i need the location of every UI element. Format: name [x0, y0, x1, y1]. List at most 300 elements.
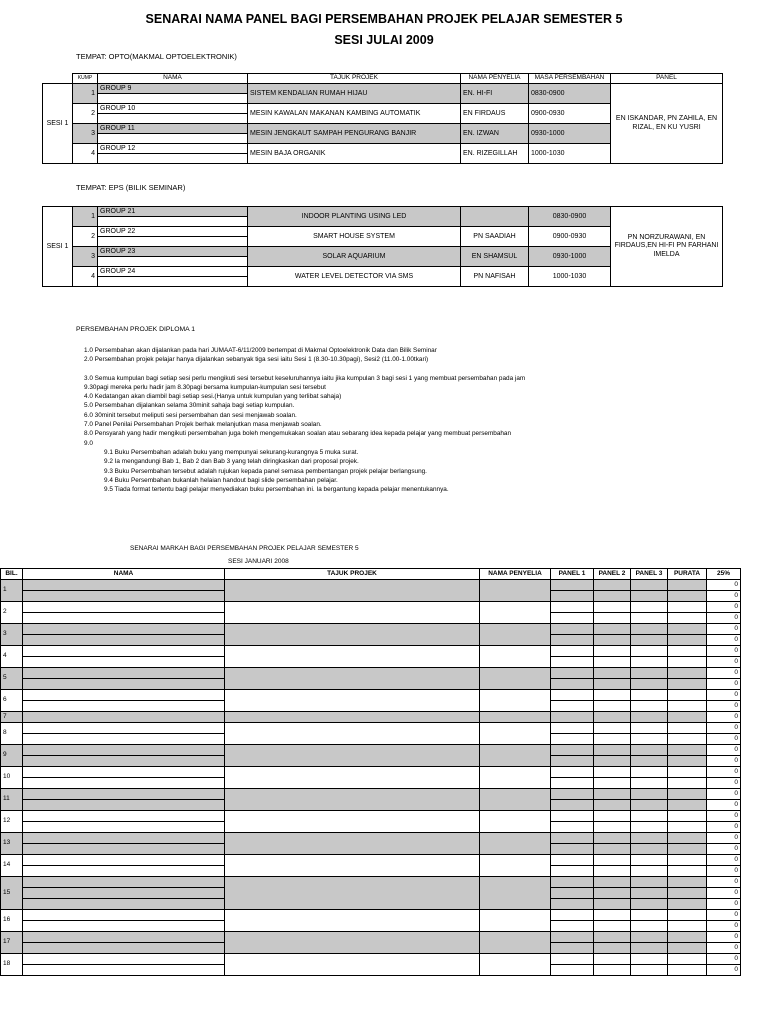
supervisor-cell[interactable]: [480, 723, 551, 745]
panel2-cell[interactable]: [594, 701, 631, 712]
note-item: 9.30pagi mereka perlu hadir jam 8.30pagi bersama kumpulan-kumpulan sesi tersebut: [84, 383, 326, 391]
panel2-cell[interactable]: [594, 877, 631, 888]
panel3-cell[interactable]: [631, 833, 668, 844]
panel2-cell[interactable]: [594, 910, 631, 921]
project-title-cell[interactable]: [225, 580, 480, 602]
panel2-cell[interactable]: [594, 745, 631, 756]
supervisor-cell[interactable]: [480, 646, 551, 668]
note-item: 9.0: [84, 439, 93, 447]
supervisor-cell[interactable]: [480, 877, 551, 910]
score-25pct-cell: 0: [707, 679, 741, 690]
student-name-cell[interactable]: [23, 580, 225, 591]
panel3-cell[interactable]: [631, 965, 668, 976]
supervisor-cell[interactable]: [480, 602, 551, 624]
marks-row-number: 3: [1, 624, 23, 646]
supervisor-cell[interactable]: [480, 932, 551, 954]
marks-col-header: NAMA PENYELIA: [480, 569, 551, 580]
project-title-cell[interactable]: [225, 723, 480, 745]
panel1-cell[interactable]: [551, 877, 594, 888]
panel1-cell[interactable]: [551, 712, 594, 723]
project-title-cell[interactable]: [225, 910, 480, 932]
panel1-cell[interactable]: [551, 965, 594, 976]
panel2-cell[interactable]: [594, 888, 631, 899]
average-cell[interactable]: [668, 591, 707, 602]
project-title-cell[interactable]: [225, 954, 480, 976]
panel2-cell[interactable]: [594, 789, 631, 800]
student-name-cell[interactable]: [23, 899, 225, 910]
panel2-cell[interactable]: [594, 690, 631, 701]
average-cell[interactable]: [668, 602, 707, 613]
supervisor-name: PN NAFISAH: [461, 267, 529, 287]
panel3-cell[interactable]: [631, 888, 668, 899]
panel3-cell[interactable]: [631, 932, 668, 943]
group-blank-cell: [98, 94, 248, 104]
panel3-cell[interactable]: [631, 712, 668, 723]
panel3-cell[interactable]: [631, 778, 668, 789]
panel1-cell[interactable]: [551, 602, 594, 613]
row-number: 3: [73, 124, 98, 144]
average-cell[interactable]: [668, 756, 707, 767]
project-title-cell[interactable]: [225, 624, 480, 646]
panel1-cell[interactable]: [551, 899, 594, 910]
section2-table: [42, 206, 723, 287]
score-25pct-cell: 0: [707, 866, 741, 877]
supervisor-cell[interactable]: [480, 833, 551, 855]
score-25pct-cell: 0: [707, 613, 741, 624]
panel1-cell[interactable]: [551, 833, 594, 844]
panel1-cell[interactable]: [551, 932, 594, 943]
student-name-cell[interactable]: [23, 789, 225, 800]
panel1-cell[interactable]: [551, 943, 594, 954]
panel2-cell[interactable]: [594, 899, 631, 910]
score-25pct-cell: 0: [707, 921, 741, 932]
student-name-cell[interactable]: [23, 745, 225, 756]
supervisor-cell[interactable]: [480, 855, 551, 877]
panel3-cell[interactable]: [631, 723, 668, 734]
average-cell[interactable]: [668, 811, 707, 822]
average-cell[interactable]: [668, 789, 707, 800]
panel3-cell[interactable]: [631, 635, 668, 646]
panel2-cell[interactable]: [594, 800, 631, 811]
panel2-cell[interactable]: [594, 833, 631, 844]
score-25pct-cell: 0: [707, 888, 741, 899]
panel3-cell[interactable]: [631, 822, 668, 833]
note-item: 3.0 Semua kumpulan bagi setiap sesi perlu mengikuti sesi tersebut keseluruhannya iaitu jika kumpulan 3 bagi sesi 1 yang membuat persembahan pada jam: [84, 374, 526, 382]
score-25pct-cell: 0: [707, 767, 741, 778]
project-title-cell[interactable]: [225, 602, 480, 624]
student-name-cell[interactable]: [23, 602, 225, 613]
notes-list: [84, 346, 754, 494]
student-name-cell[interactable]: [23, 635, 225, 646]
panel2-cell[interactable]: [594, 723, 631, 734]
marks-row-number: 1: [1, 580, 23, 602]
panel2-cell[interactable]: [594, 921, 631, 932]
panel1-cell[interactable]: [551, 756, 594, 767]
average-cell[interactable]: [668, 767, 707, 778]
student-name-cell[interactable]: [23, 822, 225, 833]
supervisor-name: EN SHAMSUL: [461, 247, 529, 267]
average-cell[interactable]: [668, 657, 707, 668]
student-name-cell[interactable]: [23, 855, 225, 866]
panel1-cell[interactable]: [551, 613, 594, 624]
group-name: GROUP 11: [98, 124, 248, 134]
student-name-cell[interactable]: [23, 844, 225, 855]
panel3-cell[interactable]: [631, 844, 668, 855]
panel3-cell[interactable]: [631, 734, 668, 745]
supervisor-name: PN SAADIAH: [461, 227, 529, 247]
panel1-cell[interactable]: [551, 624, 594, 635]
score-25pct-cell: 0: [707, 602, 741, 613]
average-cell[interactable]: [668, 668, 707, 679]
panel1-cell[interactable]: [551, 657, 594, 668]
panel3-cell[interactable]: [631, 602, 668, 613]
average-cell[interactable]: [668, 833, 707, 844]
student-name-cell[interactable]: [23, 921, 225, 932]
panel3-cell[interactable]: [631, 646, 668, 657]
supervisor-name: EN. HI-FI: [461, 84, 529, 104]
supervisor-name: [461, 207, 529, 227]
panel3-cell[interactable]: [631, 800, 668, 811]
student-name-cell[interactable]: [23, 965, 225, 976]
panel3-cell[interactable]: [631, 657, 668, 668]
panel2-cell[interactable]: [594, 679, 631, 690]
project-title-cell[interactable]: [225, 646, 480, 668]
panel1-cell[interactable]: [551, 580, 594, 591]
project-title-cell[interactable]: [225, 932, 480, 954]
supervisor-cell[interactable]: [480, 789, 551, 811]
panel3-cell[interactable]: [631, 954, 668, 965]
student-name-cell[interactable]: [23, 734, 225, 745]
panel3-cell[interactable]: [631, 866, 668, 877]
panel3-cell[interactable]: [631, 679, 668, 690]
marks-col-header: PANEL 2: [594, 569, 631, 580]
score-25pct-cell: 0: [707, 635, 741, 646]
marks-row-number: 2: [1, 602, 23, 624]
panel1-cell[interactable]: [551, 591, 594, 602]
note-item: 6.0 30minit tersebut meliputi sesi persembahan dan sesi menjawab soalan.: [84, 411, 297, 419]
panel2-cell[interactable]: [594, 624, 631, 635]
student-name-cell[interactable]: [23, 723, 225, 734]
panel1-cell[interactable]: [551, 789, 594, 800]
student-name-cell[interactable]: [23, 811, 225, 822]
average-cell[interactable]: [668, 921, 707, 932]
supervisor-cell[interactable]: [480, 954, 551, 976]
page-subtitle: SESI JULAI 2009: [334, 33, 434, 47]
student-name-cell[interactable]: [23, 767, 225, 778]
project-title-cell[interactable]: [225, 877, 480, 910]
notes-heading: PERSEMBAHAN PROJEK DIPLOMA 1: [76, 326, 195, 333]
panel1-cell[interactable]: [551, 767, 594, 778]
marks-row-number: 10: [1, 767, 23, 789]
student-name-cell[interactable]: [23, 613, 225, 624]
student-name-cell[interactable]: [23, 954, 225, 965]
average-cell[interactable]: [668, 701, 707, 712]
panel2-cell[interactable]: [594, 756, 631, 767]
panel1-cell[interactable]: [551, 690, 594, 701]
score-25pct-cell: 0: [707, 899, 741, 910]
student-name-cell[interactable]: [23, 800, 225, 811]
supervisor-cell[interactable]: [480, 745, 551, 767]
average-cell[interactable]: [668, 800, 707, 811]
row-number: 4: [73, 267, 98, 287]
note-subitem: 9.1 Buku Persembahan adalah buku yang mempunyai sekurang-kurangnya 5 muka surat.: [104, 448, 359, 456]
score-25pct-cell: 0: [707, 624, 741, 635]
panel2-cell[interactable]: [594, 844, 631, 855]
presentation-time: 0900-0930: [529, 227, 611, 247]
panel2-cell[interactable]: [594, 822, 631, 833]
panel1-cell[interactable]: [551, 778, 594, 789]
student-name-cell[interactable]: [23, 668, 225, 679]
average-cell[interactable]: [668, 822, 707, 833]
supervisor-cell[interactable]: [480, 767, 551, 789]
panel2-cell[interactable]: [594, 635, 631, 646]
supervisor-cell[interactable]: [480, 910, 551, 932]
panel3-cell[interactable]: [631, 899, 668, 910]
panel3-cell[interactable]: [631, 811, 668, 822]
row-number: 4: [73, 144, 98, 164]
group-blank-cell: [98, 257, 248, 267]
score-25pct-cell: 0: [707, 910, 741, 921]
student-name-cell[interactable]: [23, 646, 225, 657]
panel3-cell[interactable]: [631, 613, 668, 624]
score-25pct-cell: 0: [707, 954, 741, 965]
panel2-cell[interactable]: [594, 767, 631, 778]
page-title: SENARAI NAMA PANEL BAGI PERSEMBAHAN PROJEK PELAJAR SEMESTER 5: [145, 12, 623, 26]
student-name-cell[interactable]: [23, 756, 225, 767]
average-cell[interactable]: [668, 932, 707, 943]
section1-table: [42, 73, 723, 164]
score-25pct-cell: 0: [707, 822, 741, 833]
average-cell[interactable]: [668, 778, 707, 789]
panel2-cell[interactable]: [594, 580, 631, 591]
student-name-cell[interactable]: [23, 888, 225, 899]
student-name-cell[interactable]: [23, 624, 225, 635]
row-number: 1: [73, 84, 98, 104]
panel2-cell[interactable]: [594, 866, 631, 877]
supervisor-cell[interactable]: [480, 690, 551, 712]
marks-row-number: 13: [1, 833, 23, 855]
panel2-cell[interactable]: [594, 591, 631, 602]
average-cell[interactable]: [668, 954, 707, 965]
marks-row-number: 5: [1, 668, 23, 690]
presentation-time: 1000-1030: [529, 144, 611, 164]
supervisor-cell[interactable]: [480, 712, 551, 723]
project-title-cell[interactable]: [225, 767, 480, 789]
student-name-cell[interactable]: [23, 833, 225, 844]
score-25pct-cell: 0: [707, 789, 741, 800]
panel1-cell[interactable]: [551, 800, 594, 811]
average-cell[interactable]: [668, 690, 707, 701]
average-cell[interactable]: [668, 866, 707, 877]
panel2-cell[interactable]: [594, 657, 631, 668]
score-25pct-cell: 0: [707, 943, 741, 954]
panel2-cell[interactable]: [594, 646, 631, 657]
student-name-cell[interactable]: [23, 690, 225, 701]
student-name-cell[interactable]: [23, 932, 225, 943]
panel3-cell[interactable]: [631, 855, 668, 866]
student-name-cell[interactable]: [23, 701, 225, 712]
panel1-cell[interactable]: [551, 910, 594, 921]
marks-row-number: 16: [1, 910, 23, 932]
project-title-cell[interactable]: [225, 712, 480, 723]
student-name-cell[interactable]: [23, 910, 225, 921]
average-cell[interactable]: [668, 910, 707, 921]
panel2-cell[interactable]: [594, 602, 631, 613]
marks-col-header: PANEL 1: [551, 569, 594, 580]
average-cell[interactable]: [668, 877, 707, 888]
panel2-cell[interactable]: [594, 811, 631, 822]
score-25pct-cell: 0: [707, 877, 741, 888]
note-subitem: 9.5 Tiada format tertentu bagi pelajar menyediakan buku persembahan ini. Ia bergantung kepada pelajar menentukannya.: [104, 486, 449, 494]
sesi-label: SESI 1: [43, 84, 73, 164]
panel1-cell[interactable]: [551, 701, 594, 712]
average-cell[interactable]: [668, 965, 707, 976]
project-title-cell[interactable]: [225, 789, 480, 811]
panel1-cell[interactable]: [551, 844, 594, 855]
row-number: 3: [73, 247, 98, 267]
average-cell[interactable]: [668, 712, 707, 723]
supervisor-name: EN FIRDAUS: [461, 104, 529, 124]
student-name-cell[interactable]: [23, 877, 225, 888]
panel1-cell[interactable]: [551, 866, 594, 877]
average-cell[interactable]: [668, 899, 707, 910]
section1-place: TEMPAT: OPTO(MAKMAL OPTOELEKTRONIK): [76, 52, 237, 61]
panel3-cell[interactable]: [631, 943, 668, 954]
presentation-time: 0830-0900: [529, 84, 611, 104]
average-cell[interactable]: [668, 888, 707, 899]
supervisor-cell[interactable]: [480, 811, 551, 833]
marks-col-header: BIL.: [1, 569, 23, 580]
panel1-cell[interactable]: [551, 811, 594, 822]
panel1-cell[interactable]: [551, 635, 594, 646]
panel1-cell[interactable]: [551, 855, 594, 866]
student-name-cell[interactable]: [23, 778, 225, 789]
panel1-cell[interactable]: [551, 734, 594, 745]
score-25pct-cell: 0: [707, 932, 741, 943]
average-cell[interactable]: [668, 734, 707, 745]
average-cell[interactable]: [668, 855, 707, 866]
average-cell[interactable]: [668, 745, 707, 756]
score-25pct-cell: 0: [707, 723, 741, 734]
marks-row-number: 18: [1, 954, 23, 976]
panel1-cell[interactable]: [551, 921, 594, 932]
score-25pct-cell: 0: [707, 811, 741, 822]
panel3-cell[interactable]: [631, 921, 668, 932]
panel3-cell[interactable]: [631, 580, 668, 591]
panel1-cell[interactable]: [551, 723, 594, 734]
average-cell[interactable]: [668, 624, 707, 635]
panel3-cell[interactable]: [631, 591, 668, 602]
panel3-cell[interactable]: [631, 767, 668, 778]
average-cell[interactable]: [668, 646, 707, 657]
average-cell[interactable]: [668, 679, 707, 690]
student-name-cell[interactable]: [23, 679, 225, 690]
group-name: GROUP 9: [98, 84, 248, 94]
panel2-cell[interactable]: [594, 712, 631, 723]
average-cell[interactable]: [668, 723, 707, 734]
project-title: WATER LEVEL DETECTOR VIA SMS: [248, 267, 461, 287]
panel-members: EN ISKANDAR, PN ZAHILA, EN RIZAL, EN KU YUSRI: [611, 84, 723, 164]
supervisor-cell[interactable]: [480, 580, 551, 602]
score-25pct-cell: 0: [707, 800, 741, 811]
average-cell[interactable]: [668, 613, 707, 624]
score-25pct-cell: 0: [707, 712, 741, 723]
average-cell[interactable]: [668, 943, 707, 954]
group-name: GROUP 10: [98, 104, 248, 114]
student-name-cell[interactable]: [23, 657, 225, 668]
project-title-cell[interactable]: [225, 855, 480, 877]
project-title-cell[interactable]: [225, 668, 480, 690]
panel2-cell[interactable]: [594, 954, 631, 965]
presentation-time: 1000-1030: [529, 267, 611, 287]
panel3-cell[interactable]: [631, 668, 668, 679]
average-cell[interactable]: [668, 635, 707, 646]
score-25pct-cell: 0: [707, 668, 741, 679]
panel2-cell[interactable]: [594, 932, 631, 943]
panel2-cell[interactable]: [594, 613, 631, 624]
project-title-cell[interactable]: [225, 690, 480, 712]
supervisor-name: EN. RIZEGILLAH: [461, 144, 529, 164]
panel2-cell[interactable]: [594, 668, 631, 679]
panel3-cell[interactable]: [631, 745, 668, 756]
project-title-cell[interactable]: [225, 811, 480, 833]
panel2-cell[interactable]: [594, 734, 631, 745]
score-25pct-cell: 0: [707, 690, 741, 701]
student-name-cell[interactable]: [23, 943, 225, 954]
project-title-cell[interactable]: [225, 745, 480, 767]
section2-place: TEMPAT: EPS (BILIK SEMINAR): [76, 183, 186, 192]
student-name-cell[interactable]: [23, 591, 225, 602]
marks-row-number: 17: [1, 932, 23, 954]
panel3-cell[interactable]: [631, 789, 668, 800]
score-25pct-cell: 0: [707, 844, 741, 855]
group-name: GROUP 21: [98, 207, 248, 217]
average-cell[interactable]: [668, 844, 707, 855]
group-name: GROUP 23: [98, 247, 248, 257]
note-item: 7.0 Panel Penilai Persembahan Projek berhak melanjutkan masa menjawab soalan.: [84, 421, 322, 429]
panel1-cell[interactable]: [551, 822, 594, 833]
panel2-cell[interactable]: [594, 855, 631, 866]
panel3-cell[interactable]: [631, 701, 668, 712]
student-name-cell[interactable]: [23, 712, 225, 723]
marks-row-number: 12: [1, 811, 23, 833]
panel1-cell[interactable]: [551, 679, 594, 690]
average-cell[interactable]: [668, 580, 707, 591]
project-title: SOLAR AQUARIUM: [248, 247, 461, 267]
panel1-cell[interactable]: [551, 745, 594, 756]
panel2-cell[interactable]: [594, 943, 631, 954]
panel3-cell[interactable]: [631, 877, 668, 888]
marks-row-number: 7: [1, 712, 23, 723]
panel3-cell[interactable]: [631, 690, 668, 701]
panel2-cell[interactable]: [594, 778, 631, 789]
panel1-cell[interactable]: [551, 954, 594, 965]
panel3-cell[interactable]: [631, 910, 668, 921]
panel3-cell[interactable]: [631, 756, 668, 767]
panel2-cell[interactable]: [594, 965, 631, 976]
score-25pct-cell: 0: [707, 833, 741, 844]
row-number: 1: [73, 207, 98, 227]
supervisor-cell[interactable]: [480, 624, 551, 646]
supervisor-cell[interactable]: [480, 668, 551, 690]
student-name-cell[interactable]: [23, 866, 225, 877]
panel1-cell[interactable]: [551, 888, 594, 899]
project-title-cell[interactable]: [225, 833, 480, 855]
score-25pct-cell: 0: [707, 778, 741, 789]
panel1-cell[interactable]: [551, 646, 594, 657]
panel1-cell[interactable]: [551, 668, 594, 679]
panel3-cell[interactable]: [631, 624, 668, 635]
